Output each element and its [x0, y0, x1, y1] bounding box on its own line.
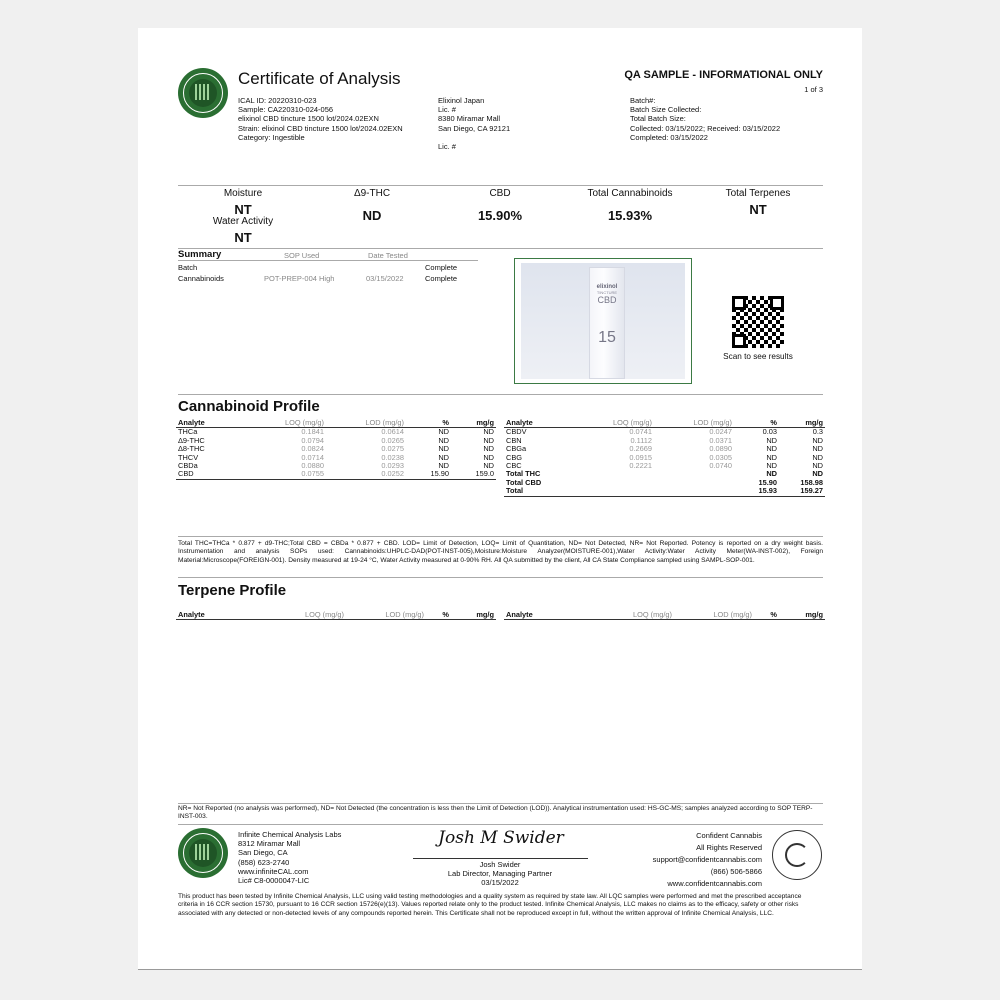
qr-code[interactable] [732, 296, 784, 348]
terpene-table-right: Analyte LOQ (mg/g) LOD (mg/g) % mg/g [506, 610, 823, 619]
cannabinoid-row: CBDa 0.0880 0.0293 ND ND [178, 461, 494, 471]
total-terpenes-value: NT [749, 202, 767, 217]
certificate-page [138, 28, 862, 970]
summary-sop-head: SOP Used [284, 251, 320, 260]
cannabinoid-table-right: Analyte LOQ (mg/g) LOD (mg/g) % mg/g CBDV 0.0741 0.0247 0.03 0.3 CBN 0.1112 0.0371 ND ND CBGa 0.2669 0.0890 ND ND CBG 0.0915 0.0305 ND ND CBC 0.2221 0.0740 ND ND Total THC ND ND Total CBD 15.90 158.98 Total 15.93 159.27 [506, 418, 823, 496]
qr-caption: Scan to see results [723, 352, 793, 361]
cannabinoid-row: CBDV 0.0741 0.0247 0.03 0.3 [506, 427, 823, 437]
summary-row-cannabinoids: Cannabinoids [178, 274, 224, 283]
lab-logo [178, 68, 228, 118]
summary-cannabinoids-date: 03/15/2022 [366, 274, 404, 283]
cannabinoid-row: CBG 0.0915 0.0305 ND ND [506, 452, 823, 462]
batch-info: Batch#: Batch Size Collected: Total Batch Size: Collected: 03/15/2022; Received: 03/15/2022 Completed: 03/15/2022 [630, 96, 781, 142]
summary-cannabinoids-sop: POT-PREP-004 High [264, 274, 335, 283]
terpene-title: Terpene Profile [178, 582, 287, 599]
summary-date-head: Date Tested [368, 251, 408, 260]
cannabinoid-row: THCa 0.1841 0.0614 ND ND [178, 427, 494, 437]
qa-label: QA SAMPLE - INFORMATIONAL ONLY [624, 69, 823, 81]
cannabinoid-row: CBN 0.1112 0.0371 ND ND [506, 435, 823, 445]
cannabinoid-row: CBD 0.0755 0.0252 15.90 159.0 [178, 469, 494, 479]
summary-title: Summary [178, 249, 222, 260]
cannabinoid-row: CBGa 0.2669 0.0890 ND ND [506, 444, 823, 454]
page-title: Certificate of Analysis [238, 69, 401, 88]
product-photo [514, 258, 692, 384]
confident-cannabis-logo [772, 830, 822, 880]
cbd-value: 15.90% [477, 208, 523, 223]
moisture-label: Moisture [223, 188, 263, 199]
client-info: Elixinol Japan Lic. # 8380 Miramar Mall San Diego, CA 92121 Lic. # [438, 96, 511, 151]
cannabinoid-note: Total THC=THCa * 0.877 + d9-THC;Total CBD = CBDa * 0.877 + CBD. LOD= Limit of Detection, LOQ= Limit of Quantitation, ND= Not Detected, NR= Not Reported. Potency is reported on a dry weight basis. Instrumentation and analysis SOPs used: Cannabinoids:UHPLC-DAD(POT-INST-005),Moisture:Moisture Analyzer(MOISTURE-001),Water Activity:Water Activity Meter(WA-INST-002), Foreign Material:Microscope(FOREIGN-001). Density measured at 19-24 °C, Water Activity measured at 0-90% RH. All QA submitted by the client, All CA State Compliance sampled using SAMPL-SOP-001. [178, 540, 823, 564]
water-activity-value: NT [234, 230, 252, 245]
water-activity-label: Water Activity [212, 216, 274, 227]
cannabinoid-table-left: Analyte LOQ (mg/g) LOD (mg/g) % mg/g THCa 0.1841 0.0614 ND ND Δ9-THC 0.0794 0.0265 ND ND Δ8-THC 0.0824 0.0275 ND ND THCV 0.0714 0.0238 ND ND CBDa 0.0880 0.0293 ND ND CBD 0.0755 0.0252 15.90 159.0 [178, 418, 494, 479]
cc-contact: Confident Cannabis All Rights Reserved support@confidentcannabis.com (866) 506-5866 www.confidentcannabis.com [652, 831, 762, 888]
total-cannabinoids-value: 15.93% [607, 208, 653, 223]
cannabinoid-total-row: Total CBD 15.90 158.98 [506, 477, 823, 487]
cannabinoid-row: Δ9-THC 0.0794 0.0265 ND ND [178, 435, 494, 445]
signature: Josh M Swider [438, 828, 564, 848]
lab-contact: Infinite Chemical Analysis Labs 8312 Miramar Mall San Diego, CA (858) 623-2740 www.infiniteCAL.com Lic# C8-0000047-LIC [238, 830, 342, 886]
product-box: elixinol TINCTURE CBD 15 [589, 267, 625, 379]
moisture-value: NT [234, 202, 252, 217]
total-cannabinoids-label: Total Cannabinoids [587, 188, 673, 199]
cannabinoid-row: THCV 0.0714 0.0238 ND ND [178, 452, 494, 462]
signer-block: Josh Swider Lab Director, Managing Partner 03/15/2022 [447, 860, 553, 888]
cbd-label: CBD [489, 188, 511, 199]
disclaimer: This product has been tested by Infinite Chemical Analysis, LLC using valid testing methodologies and a quality system as required by state law. All LQC samples were performed and met the prescribed acceptance criteria in 16 CCR section 15730, pursuant to 16 CCR section 15726(e)(13). Values reported relate only to the product tested. Infinite Chemical Analysis, LLC makes no claims as to the efficacy, safety or other risks associated with any detected or non-detected levels of any compounds reported herein. This Certificate shall not be reproduced except in full, without the written approval of Infinite Chemical Analysis, LLC. [178, 893, 802, 917]
terpene-table-left: Analyte LOQ (mg/g) LOD (mg/g) % mg/g [178, 610, 494, 619]
total-terpenes-label: Total Terpenes [725, 188, 791, 199]
summary-row-batch: Batch [178, 263, 198, 272]
page-number: 1 of 3 [804, 85, 823, 94]
summary-cannabinoids-status: Complete [425, 274, 458, 283]
cannabinoid-row: Δ8-THC 0.0824 0.0275 ND ND [178, 444, 494, 454]
footer-lab-logo [178, 828, 228, 878]
thc-label: Δ9-THC [353, 188, 391, 199]
cannabinoid-total-row: Total 15.93 159.27 [506, 486, 823, 496]
cannabinoid-total-row: Total THC ND ND [506, 469, 823, 479]
cannabinoid-row: CBC 0.2221 0.0740 ND ND [506, 461, 823, 471]
summary-batch-status: Complete [425, 263, 458, 272]
sample-info: ICAL ID: 20220310-023 Sample: CA220310-024-056 elixinol CBD tincture 1500 lot/2024.02EXN Strain: elixinol CBD tincture 1500 lot/2024.02EXN Category: Ingestible [238, 96, 403, 142]
thc-value: ND [362, 208, 382, 223]
terpene-note: NR= Not Reported (no analysis was performed), ND= Not Detected (the concentration is less then the Limit of Detection (LOD)). Analytical instrumentation used: HS-GC-MS; samples analyzed according to SOP TERP-INST-003. [178, 805, 813, 821]
cannabinoid-title: Cannabinoid Profile [178, 398, 320, 415]
